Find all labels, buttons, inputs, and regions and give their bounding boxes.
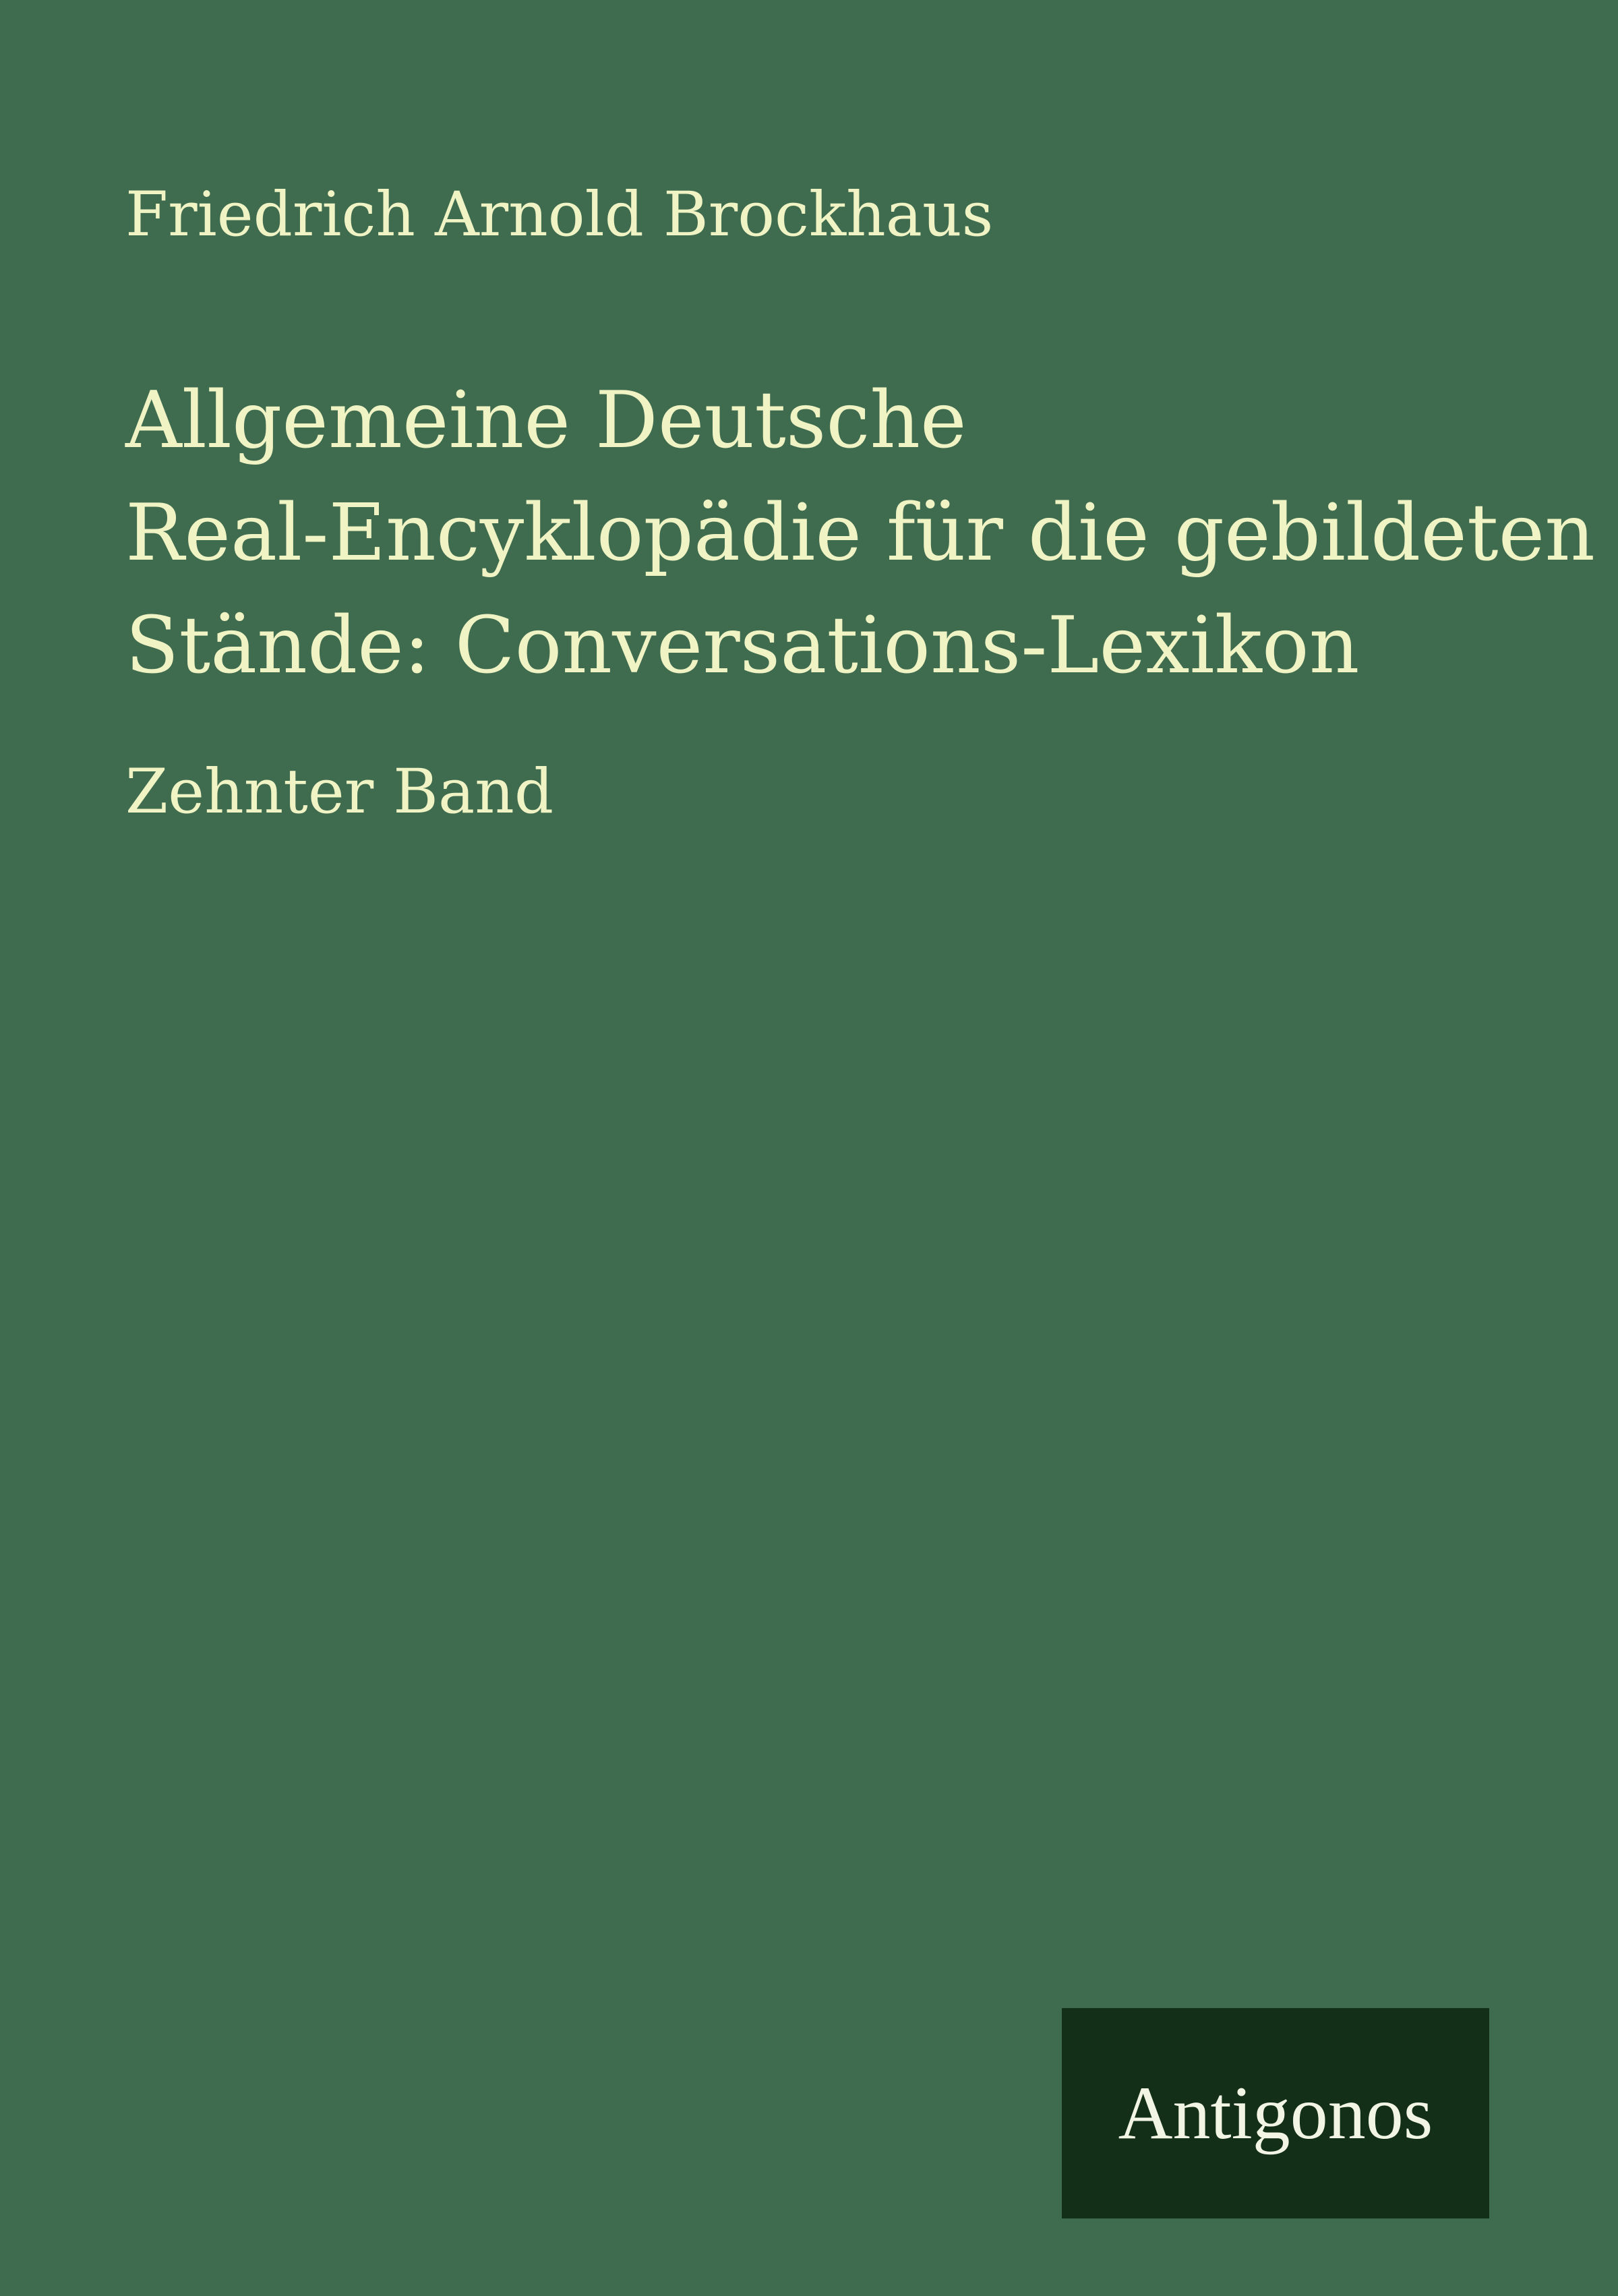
book-title-line-2: Real-Encyklopädie für die gebildeten xyxy=(125,488,1595,579)
book-title-line-1: Allgemeine Deutsche xyxy=(125,375,967,466)
book-title-line-3: Stände: Conversations-Lexikon xyxy=(125,600,1360,691)
book-title xyxy=(125,364,1595,702)
publisher-name: Antigonos xyxy=(1118,2071,1433,2155)
author-name: Friedrich Arnold Brockhaus xyxy=(125,179,994,250)
book-subtitle: Zehnter Band xyxy=(125,757,554,827)
publisher-logo-box xyxy=(1062,2008,1489,2218)
